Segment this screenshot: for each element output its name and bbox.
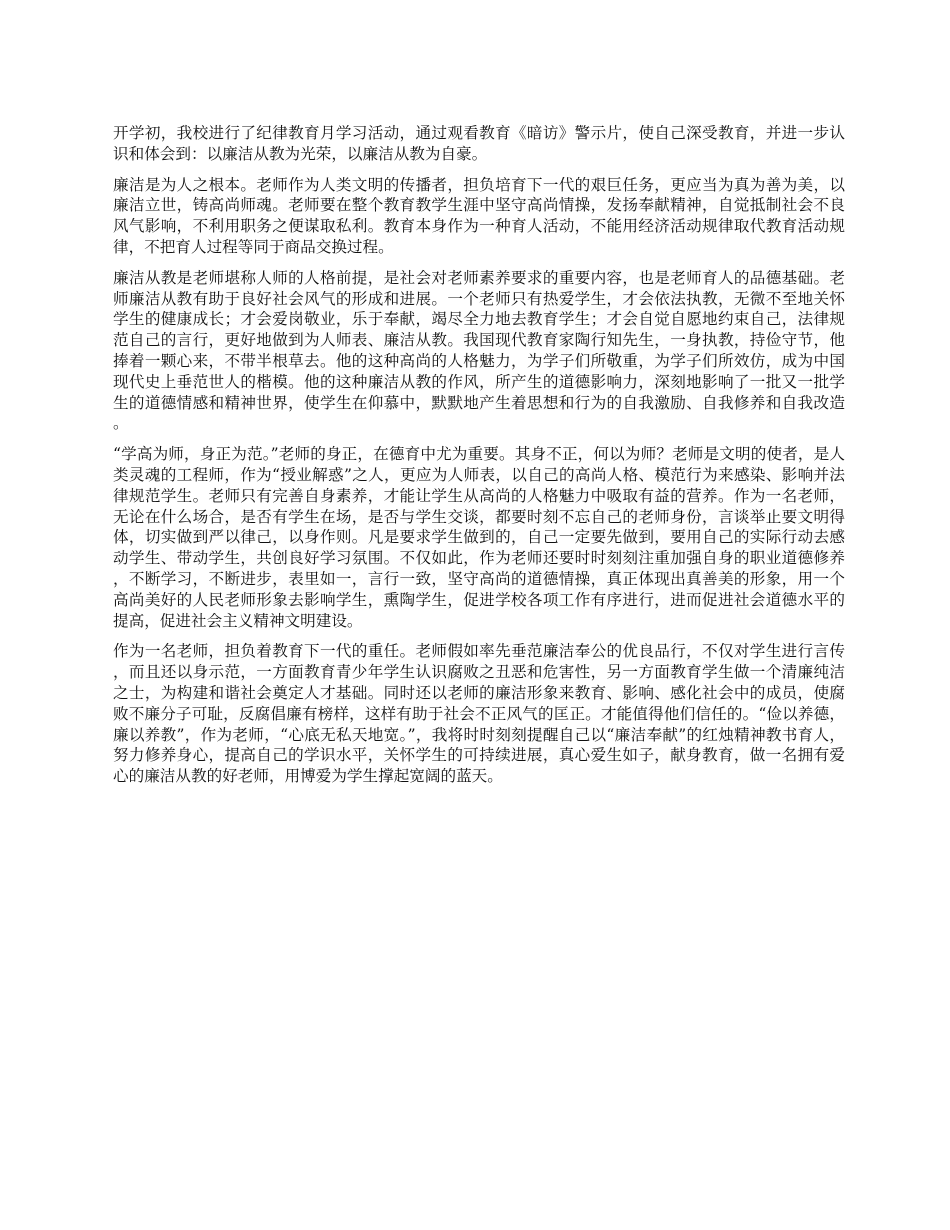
paragraph-3: 廉洁从教是老师堪称人师的人格前提，是社会对老师素养要求的重要内容，也是老师育人的品德基础。老师廉洁从教有助于良好社会风气的形成和进展。一个老师只有热爱学生，才会依法执教，无微不至地关怀学生的健康成长；才会爱岗敬业，乐于奉献，竭尽全力地去教育学生；才会自觉自愿地约束自己，法律规范自己的言行，更好地做到为人师表、廉洁从教。我国现代教育家陶行知先生，一身执教，持俭守节，他捧着一颗心来，不带半根草去。他的这种高尚的人格魅力，为学子们所敬重，为学子们所效仿，成为中国现代史上垂范世人的楷模。他的这种廉洁从教的作风，所产生的道德影响力，深刻地影响了一批又一批学生的道德情感和精神世界，使学生在仰慕中，默默地产生着思想和行为的自我激励、自我修养和自我改造。 [113, 268, 845, 433]
paragraph-2: 廉洁是为人之根本。老师作为人类文明的传播者，担负培育下一代的艰巨任务，更应当为真为善为美，以廉洁立世，铸高尚师魂。老师要在整个教育教学生涯中坚守高尚情操，发扬奉献精神，自觉抵制社会不良风气影响，不利用职务之便谋取私利。教育本身作为一种育人活动，不能用经济活动规律取代教育活动规律，不把育人过程等同于商品交换过程。 [113, 175, 845, 256]
paragraph-4: “学高为师，身正为范。”老师的身正，在德育中尤为重要。其身不正，何以为师？老师是文明的使者，是人类灵魂的工程师，作为“授业解惑”之人，更应为人师表，以自己的高尚人格、模范行为来感染、影响并法律规范学生。老师只有完善自身素养，才能让学生从高尚的人格魅力中吸取有益的营养。作为一名老师，无论在什么场合，是否有学生在场，是否与学生交谈，都要时刻不忘自己的老师身份，言谈举止要文明得体，切实做到严以律己，以身作则。凡是要求学生做到的，自己一定要先做到，要用自己的实际行动去感动学生、带动学生，共创良好学习氛围。不仅如此，作为老师还要时时刻刻注重加强自身的职业道德修养，不断学习，不断进步，表里如一，言行一致，坚守高尚的道德情操，真正体现出真善美的形象，用一个高尚美好的人民老师形象去影响学生，熏陶学生，促进学校各项工作有序进行，进而促进社会道德水平的提高，促进社会主义精神文明建设。 [113, 445, 845, 630]
paragraph-5: 作为一名老师，担负着教育下一代的重任。老师假如率先垂范廉洁奉公的优良品行，不仅对学生进行言传，而且还以身示范，一方面教育青少年学生认识腐败之丑恶和危害性，另一方面教育学生做一个清廉纯洁之士，为构建和谐社会奠定人才基础。同时还以老师的廉洁形象来教育、影响、感化社会中的成员，使腐败不廉分子可耻，反腐倡廉有榜样，这样有助于社会不正风气的匡正。才能值得他们信任的。“俭以养德，廉以养教”，作为老师，“心底无私天地宽。”，我将时时刻刻提醒自己以“廉洁奉献”的红烛精神教书育人，努力修养身心，提高自己的学识水平，关怀学生的可持续进展，真心爱生如子，献身教育，做一名拥有爱心的廉洁从教的好老师，用博爱为学生撑起宽阔的蓝天。 [113, 642, 845, 786]
document-body [113, 123, 845, 797]
paragraph-1: 开学初，我校进行了纪律教育月学习活动，通过观看教育《暗访》警示片，使自己深受教育，并进一步认识和体会到：以廉洁从教为光荣，以廉洁从教为自豪。 [113, 124, 845, 163]
